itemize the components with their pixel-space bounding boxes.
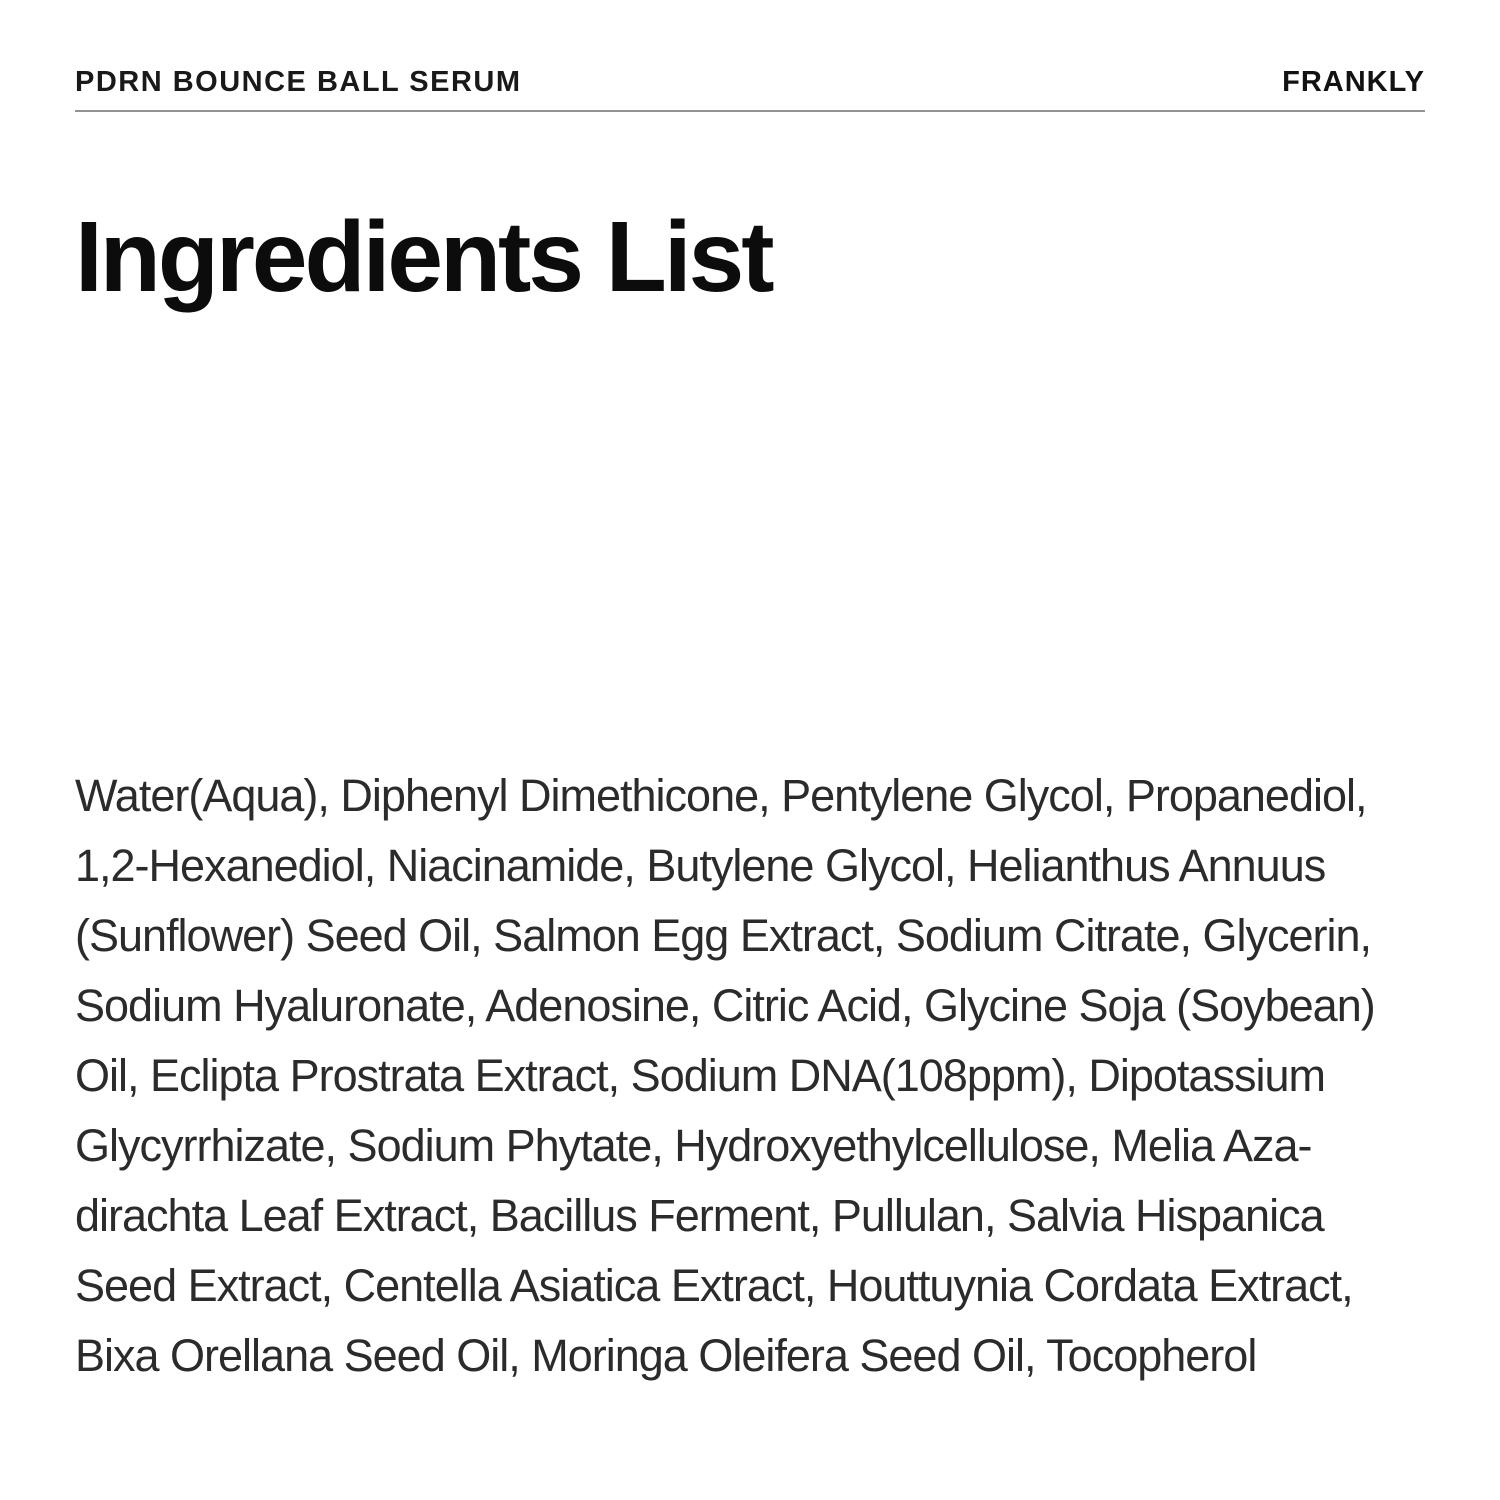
ingredients-line: (Sunflower) Seed Oil, Salmon Egg Extract, Sodium Citrate, Glycerin, (75, 910, 1372, 961)
ingredients-line: Glycyrrhizate, Sodium Phytate, Hydroxyethylcellulose, Melia Aza- (75, 1120, 1312, 1171)
page-title: Ingredients List (75, 201, 772, 313)
ingredients-line: Bixa Orellana Seed Oil, Moringa Oleifera Seed Oil, Tocopherol (75, 1330, 1257, 1381)
ingredients-list (75, 761, 1425, 1391)
header (75, 66, 1425, 99)
ingredients-line: Seed Extract, Centella Asiatica Extract, Houttuynia Cordata Extract, (75, 1260, 1353, 1311)
brand-logo-text: FRANKLY (1282, 66, 1425, 98)
ingredients-line: dirachta Leaf Extract, Bacillus Ferment, Pullulan, Salvia Hispanica (75, 1190, 1324, 1241)
product-name-label: PDRN BOUNCE BALL SERUM (75, 66, 522, 98)
ingredients-line: Sodium Hyaluronate, Adenosine, Citric Acid, Glycine Soja (Soybean) (75, 980, 1375, 1031)
ingredients-line: 1,2-Hexanediol, Niacinamide, Butylene Glycol, Helianthus Annuus (75, 840, 1326, 891)
header-divider (75, 110, 1425, 112)
ingredients-line: Water(Aqua), Diphenyl Dimethicone, Pentylene Glycol, Propanediol, (75, 770, 1367, 821)
ingredients-line: Oil, Eclipta Prostrata Extract, Sodium DNA(108ppm), Dipotassium (75, 1050, 1325, 1101)
